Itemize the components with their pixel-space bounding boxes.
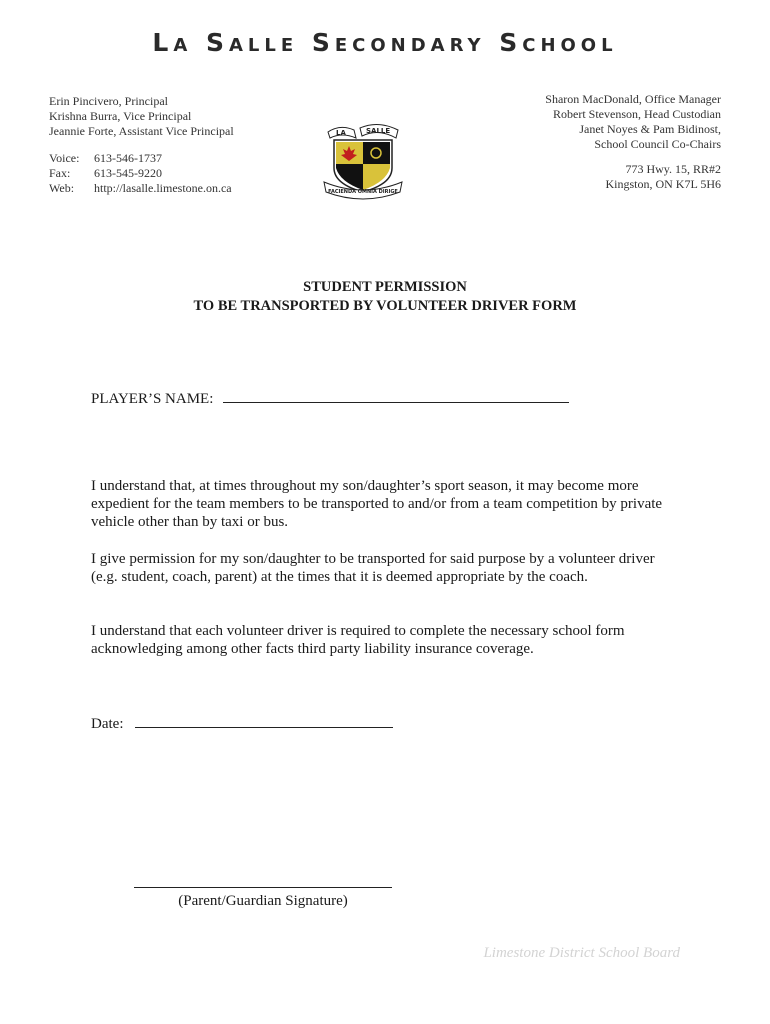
- contact-voice-value: 613-546-1737: [94, 151, 162, 165]
- contact-fax-row: [49, 166, 232, 181]
- crest-motto-text: FACIENDA OMNIA DIRIGE: [328, 189, 398, 195]
- contact-voice-label: Voice:: [49, 151, 80, 165]
- staff-assistant-vice-principal: Jeannie Forte, Assistant Vice Principal: [49, 124, 234, 138]
- staff-office-manager: Sharon MacDonald, Office Manager: [545, 92, 721, 106]
- staff-list-left: [49, 94, 234, 139]
- players-name-input-line[interactable]: [223, 388, 569, 403]
- form-title-line-1: STUDENT PERMISSION: [303, 279, 467, 295]
- date-input-line[interactable]: [135, 713, 393, 728]
- form-title-line-2: TO BE TRANSPORTED BY VOLUNTEER DRIVER FORM: [193, 298, 577, 314]
- staff-head-custodian: Robert Stevenson, Head Custodian: [553, 107, 721, 121]
- signature-label: (Parent/Guardian Signature): [178, 893, 348, 909]
- contact-fax-value: 613-545-9220: [94, 166, 162, 180]
- school-name: La Salle Secondary School: [152, 28, 618, 57]
- address-line-1: 773 Hwy. 15, RR#2: [625, 162, 721, 176]
- contact-web-row: [49, 181, 232, 196]
- address-line-2: Kingston, ON K7L 5H6: [605, 177, 721, 191]
- staff-principal: Erin Pincivero, Principal: [49, 94, 168, 108]
- permission-paragraph-3: I understand that each volunteer driver is required to complete the necessary school form acknowledging among other facts third party liability insurance coverage.: [91, 623, 625, 657]
- players-name-label: PLAYER’S NAME:: [91, 391, 214, 407]
- crest-la-text: LA: [336, 129, 346, 137]
- school-address: [605, 162, 721, 192]
- date-field: [91, 713, 393, 733]
- school-crest-logo: [320, 118, 406, 200]
- permission-paragraph-2: I give permission for my son/daughter to be transported for said purpose by a volunteer driver (e.g. student, coach, parent) at the times that it is deemed appropriate by the coach.: [91, 551, 655, 585]
- crest-salle-text: SALLE: [366, 127, 391, 135]
- staff-vice-principal: Krishna Burra, Vice Principal: [49, 109, 192, 123]
- board-watermark: Limestone District School Board: [483, 945, 680, 961]
- form-title: [0, 278, 770, 316]
- permission-paragraph-1: I understand that, at times throughout my son/daughter’s sport season, it may become more expedient for the team members to be transported to and/or from a team competition by private vehicle other than by taxi or bus.: [91, 478, 663, 530]
- contact-info: [49, 151, 232, 196]
- players-name-field: [91, 388, 569, 408]
- contact-fax-label: Fax:: [49, 166, 71, 180]
- signature-line[interactable]: [134, 887, 392, 888]
- staff-list-right: [545, 92, 721, 152]
- contact-voice-row: [49, 151, 232, 166]
- date-label: Date:: [91, 716, 124, 732]
- staff-council-chairs-title: School Council Co-Chairs: [594, 137, 721, 151]
- staff-council-chairs: Janet Noyes & Pam Bidinost,: [579, 122, 721, 136]
- contact-web-label: Web:: [49, 181, 75, 195]
- contact-web-link[interactable]: http://lasalle.limestone.on.ca: [94, 181, 232, 195]
